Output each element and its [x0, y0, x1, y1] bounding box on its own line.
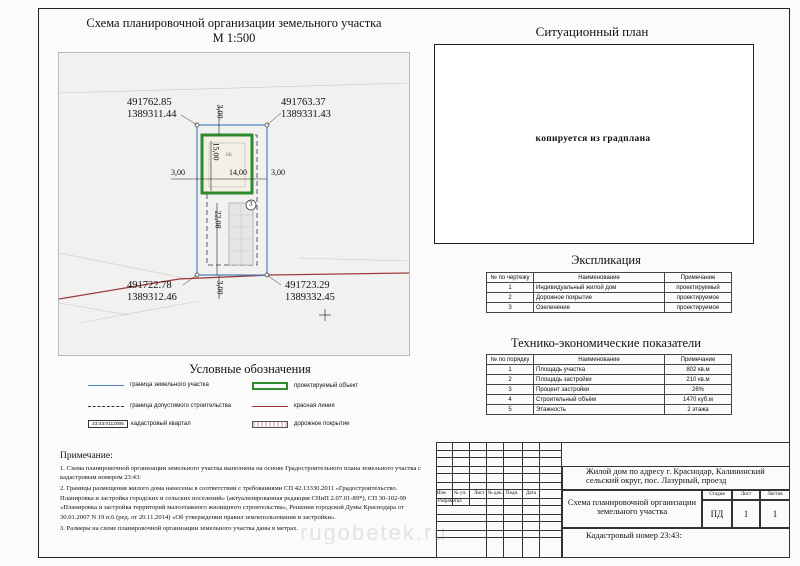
stamp-sheet-label: Лист — [740, 492, 752, 497]
table-row — [487, 303, 732, 313]
tep-header-note: Примечание — [665, 355, 732, 365]
grid-col — [522, 442, 540, 558]
building-mark: 1Ж — [225, 153, 232, 158]
stamp-sheets-label: Листов — [767, 492, 783, 497]
table-row — [487, 375, 732, 385]
stamp-address: Жилой дом по адресу г. Краснодар, Калининский сельский округ, пос. Лазурный, проезд — [586, 466, 765, 485]
coord-nw — [127, 97, 177, 120]
legend-label-road: дорожное покрытие — [294, 421, 350, 427]
stamp-col-sign: Подп. — [506, 491, 519, 496]
explication-header-name: Наименование — [534, 273, 665, 283]
coord-ne-x: 491763.37 — [281, 97, 326, 108]
table-row — [487, 395, 732, 405]
table-cell: Строительный объём — [534, 395, 665, 405]
table-cell: Этажность — [534, 405, 665, 415]
stamp-col-list: Лист — [474, 491, 485, 496]
explication-title: Экспликация — [571, 253, 641, 267]
table-cell: 1470 куб.м — [665, 395, 732, 405]
table-cell: Процент застройки — [534, 385, 665, 395]
legend-label-red-line: красная линия — [294, 403, 335, 409]
table-cell: проектируемый — [665, 283, 732, 293]
scheme-title — [44, 16, 424, 46]
scheme-scale: М 1:500 — [212, 31, 256, 45]
dim-length: 22,08 — [213, 210, 223, 229]
table-cell: 210 кв.м — [665, 375, 732, 385]
dim-width: 14,00 — [229, 168, 247, 177]
coord-nw-y: 1389311.44 — [127, 108, 177, 120]
table-cell: Индивидуальный жилой дом — [534, 283, 665, 293]
house-object — [202, 135, 252, 193]
stamp-col-date: Дата — [526, 491, 536, 496]
coord-nw-x: 491762.85 — [127, 97, 172, 108]
table-row — [487, 405, 732, 415]
table-cell: проектируемое — [665, 293, 732, 303]
legend-symbol-build-limit — [88, 406, 124, 407]
dim-top: 3,00 — [215, 104, 225, 119]
stamp-doc-title: Схема планировочной организации земельного участка — [567, 497, 697, 516]
stamp-stage: ПД — [710, 509, 724, 519]
situation-text: копируется из градплана — [535, 134, 651, 144]
legend-symbol-cadastral: 23:43:0112006 — [88, 420, 128, 428]
legend-label-plot-border: граница земельного участка — [130, 382, 209, 388]
legend-symbol-red-line — [252, 406, 288, 407]
coord-sw-x: 491722.78 — [127, 280, 172, 291]
stamp-sheet: 1 — [743, 509, 749, 519]
coord-sw — [127, 280, 177, 303]
benchmark-cross — [319, 309, 331, 321]
table-cell: 2 этажа — [665, 405, 732, 415]
table-cell: 5 — [487, 405, 534, 415]
note-item: 2. Границы размещения жилого дома нанесены в соответствии с требованиями СП 42.13330.2011 «Градостроительство. Планировка и застройка городских и сельских поселений» (актуализированная редакция СНиП 2.07.01-89*), СП 30-102-99 «Планировка и застройка территорий малоэтажного жилищного строительства», Решения городской Думы Краснодара от 30.01.2007 N 19 п.6 (ред. от 20.11.2014) «Об утверждении правил землепользования и застройки». — [60, 485, 407, 521]
notes-title: Примечание: — [60, 451, 113, 461]
tep-table — [486, 354, 732, 415]
legend-label-object: проектируемый объект — [294, 383, 359, 389]
table-cell: Озеленение — [534, 303, 665, 313]
explication-header-row — [487, 273, 732, 283]
table-cell: 2 — [487, 293, 534, 303]
table-cell: Площадь участка — [534, 365, 665, 375]
explication-header-note: Примечание — [665, 273, 732, 283]
red-line — [59, 273, 409, 299]
stamp-developer: Разработал — [438, 499, 462, 504]
coord-ne-y: 1389331.43 — [281, 108, 331, 120]
coord-se-y: 1389332.45 — [285, 291, 335, 303]
stamp-col-izm: Изм — [437, 491, 446, 496]
stamp-stage-label: Стадия — [709, 492, 725, 497]
situation-title: Ситуационный план — [535, 24, 649, 39]
table-row — [487, 385, 732, 395]
situation-box — [434, 44, 754, 244]
table-cell: 2 — [487, 375, 534, 385]
dim-bottom: 3,00 — [215, 280, 225, 295]
tep-header-num: № по порядку — [487, 355, 534, 365]
coord-se — [285, 280, 335, 303]
table-cell: Дорожное покрытие — [534, 293, 665, 303]
stamp-col-uch: № уч. — [454, 491, 467, 496]
table-cell: проектируемое — [665, 303, 732, 313]
table-cell: 26% — [665, 385, 732, 395]
table-cell: 802 кв.м — [665, 365, 732, 375]
legend-label-build-limit: граница допустимого строительства — [130, 403, 232, 409]
plot-map-drawing — [59, 53, 409, 355]
object-number: 3 — [249, 200, 253, 208]
legend-label-cadastral: кадастровый квартал — [131, 421, 191, 427]
legend-symbol-road — [252, 421, 288, 428]
legend-symbol-object — [252, 382, 288, 390]
grid-col — [486, 442, 504, 558]
scheme-title-text: Схема планировочной организации земельного участка — [86, 16, 382, 30]
table-row — [487, 283, 732, 293]
stamp-col-doc: № док. — [488, 491, 503, 496]
tep-header-row — [487, 355, 732, 365]
table-cell: 1 — [487, 283, 534, 293]
table-cell: Площадь застройки — [534, 375, 665, 385]
legend-symbol-plot-border — [88, 385, 124, 386]
note-item: 1. Схема планировочной организации земельного участка выполнена на основе Градостроительного плана земельного участка с кадастровым номером 23:43: — [60, 464, 421, 481]
table-row — [487, 293, 732, 303]
note-item: 3. Размеры на схеме планировочной организации земельного участка даны в метрах. — [60, 524, 299, 532]
table-cell: 3 — [487, 303, 534, 313]
explication-table — [486, 272, 732, 313]
coord-se-x: 491723.29 — [285, 280, 330, 291]
title-block — [436, 442, 790, 558]
grid-col — [452, 442, 470, 506]
table-cell: 1 — [487, 365, 534, 375]
dim-right: 3,00 — [271, 168, 285, 177]
coord-sw-y: 1389312.46 — [127, 291, 177, 303]
tep-title: Технико-экономические показатели — [511, 336, 701, 350]
table-cell: 3 — [487, 385, 534, 395]
watermark-text: rugobetek.ru — [300, 520, 448, 545]
table-row — [487, 365, 732, 375]
plot-map — [58, 52, 410, 356]
explication-header-num: № по чертежу — [487, 273, 534, 283]
dim-inner-vertical: 15,00 — [211, 142, 221, 161]
legend-title: Условные обозначения — [189, 362, 311, 376]
dim-left: 3,00 — [171, 168, 185, 177]
stamp-cadastral: Кадастровый номер 23:43: — [586, 530, 682, 540]
coord-ne — [281, 97, 331, 120]
stamp-sheets: 1 — [772, 509, 778, 519]
tep-header-name: Наименование — [534, 355, 665, 365]
table-cell: 4 — [487, 395, 534, 405]
